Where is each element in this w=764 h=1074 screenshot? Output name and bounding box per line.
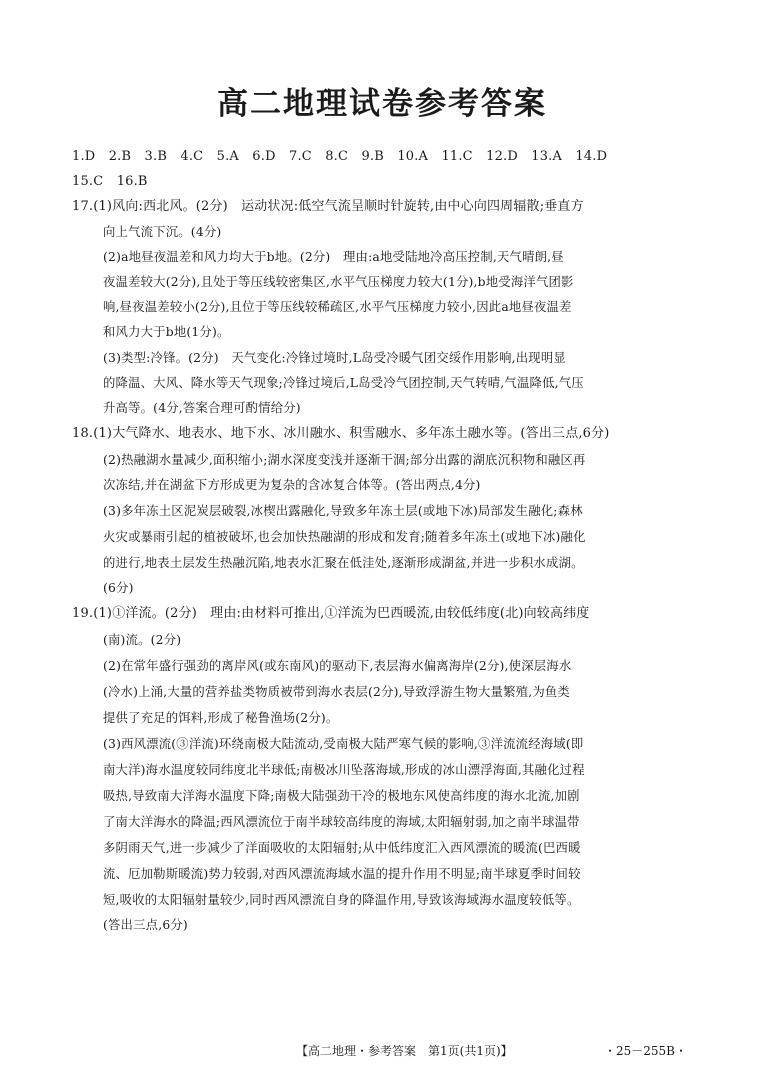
mc-answer: 14.D xyxy=(575,149,608,164)
q19-line-6: (3)西风漂流(③洋流)环绕南极大陆流动,受南极大陆严寒气候的影响,③洋流流经海域(即 xyxy=(103,737,584,751)
mc-answers-row-1 xyxy=(72,147,764,167)
mc-answer: 1.D xyxy=(72,149,96,164)
q19-line-1: 19.(1)①洋流。(2分) 理由:由材料可推出,①洋流为巴西暖流,由较低纬度(北)向较高纬度 xyxy=(72,606,590,621)
q19-line-7: 南大洋)海水温度较同纬度北半球低;南极冰川坠落海域,形成的冰山漂浮海面,其融化过程 xyxy=(103,763,585,777)
mc-answer: 9.B xyxy=(361,149,384,164)
q18-line-2: (2)热融湖水量减少,面积缩小;湖水深度变浅并逐渐干涸;部分出露的湖底沉积物和融区再 xyxy=(103,453,586,467)
footer-page-info: 【高二地理・参考答案 第1页(共1页)】 xyxy=(296,1044,513,1058)
q17-line-7: (3)类型:冷锋。(2分) 天气变化:冷锋过境时,L岛受冷暖气团交绥作用影响,出现明显 xyxy=(103,351,566,365)
mc-answer: 5.A xyxy=(216,149,239,164)
q19-line-8: 吸热,导致南大洋海水温度下降;南极大陆强劲干冷的极地东风使高纬度的海水北流,加剧 xyxy=(103,789,580,803)
q18-line-3: 次冻结,并在湖盆下方形成更为复杂的含冰复合体等。(答出两点,4分) xyxy=(103,478,481,492)
mc-answer: 15.C xyxy=(72,174,104,189)
q17-line-3: (2)a地昼夜温差和风力均大于b地。(2分) 理由:a地受陆地冷高压控制,天气晴朗,昼 xyxy=(103,250,564,264)
q19-line-4: (冷水)上涌,大量的营养盐类物质被带到海水表层(2分),导致浮游生物大量繁殖,为鱼类 xyxy=(103,685,570,699)
q17-line-8: 的降温、大风、降水等天气现象;冷锋过境后,L岛受冷气团控制,天气转晴,气温降低,气压 xyxy=(103,376,584,390)
q18-line-6: 的进行,地表土层发生热融沉陷,地表水汇聚在低洼处,逐渐形成湖盆,并进一步积水成湖。 xyxy=(103,556,584,570)
page-title: 高二地理试卷参考答案 xyxy=(217,86,547,122)
q17-line-4: 夜温差较大(2分),且处于等压线较密集区,水平气压梯度力较大(1分),b地受海洋气团影 xyxy=(103,275,574,289)
q19-line-9: 了南大洋海水的降温;西风漂流位于南半球较高纬度的海域,太阳辐射弱,加之南半球温带 xyxy=(103,815,580,829)
q17-line-2: 向上气流下沉。(4分) xyxy=(103,225,222,239)
mc-answer: 12.D xyxy=(486,149,518,164)
q19-line-12: 短,吸收的太阳辐射量较少,同时西风漂流自身的降温作用,导致该海域海水温度较低等。 xyxy=(103,893,580,907)
q19-line-3: (2)在常年盛行强劲的离岸风(或东南风)的驱动下,表层海水偏离海岸(2分),使深层海水 xyxy=(103,659,572,673)
mc-answer: 3.B xyxy=(144,149,168,164)
footer-code: ・25－255B・ xyxy=(604,1044,687,1058)
mc-answer: 11.C xyxy=(441,149,473,164)
q17-line-9: 升高等。(4分,答案合理可酌情给分) xyxy=(103,401,301,415)
mc-answer: 10.A xyxy=(397,149,429,164)
q17-line-6: 和风力大于b地(1分)。 xyxy=(103,325,230,339)
mc-answers-row-2 xyxy=(72,172,764,192)
q18-line-4: (3)多年冻土区泥炭层破裂,冰楔出露融化,导致多年冻土层(或地下冰)局部发生融化;森林 xyxy=(103,504,583,518)
q18-line-7: (6分) xyxy=(103,581,134,595)
q19-line-10: 多阴雨天气,进一步减少了洋面吸收的太阳辐射;从中低纬度汇入西风漂流的暖流(巴西暖 xyxy=(103,841,581,855)
mc-answer: 4.C xyxy=(180,149,204,164)
q17-line-1: 17.(1)风向:西北风。(2分) 运动状况:低空气流呈顺时针旋转,由中心向四周辐散;垂直方 xyxy=(72,199,584,214)
mc-answer: 6.D xyxy=(252,149,276,164)
q19-line-5: 提供了充足的饵料,形成了秘鲁渔场(2分)。 xyxy=(103,711,339,725)
q19-line-2: (南)流。(2分) xyxy=(103,633,182,647)
q19-line-11: 流、厄加勒斯暖流)势力较弱,对西风漂流海域水温的提升作用不明显;南半球夏季时间较 xyxy=(103,867,581,881)
mc-answer: 2.B xyxy=(108,149,132,164)
mc-answer: 16.B xyxy=(116,174,148,189)
q18-line-5: 火灾或暴雨引起的植被破坏,也会加快热融湖的形成和发育;随着多年冻土(或地下冰)融化 xyxy=(103,530,586,544)
mc-answer: 7.C xyxy=(289,149,312,164)
q17-line-5: 响,昼夜温差较小(2分),且位于等压线较稀疏区,水平气压梯度力较小,因此a地昼夜温差 xyxy=(103,300,572,314)
q19-line-13: (答出三点,6分) xyxy=(103,918,188,932)
mc-answer: 8.C xyxy=(325,149,349,164)
q18-line-1: 18.(1)大气降水、地表水、地下水、冰川融水、积雪融水、多年冻土融水等。(答出三点,6分) xyxy=(72,426,610,441)
mc-answer: 13.A xyxy=(531,149,563,164)
